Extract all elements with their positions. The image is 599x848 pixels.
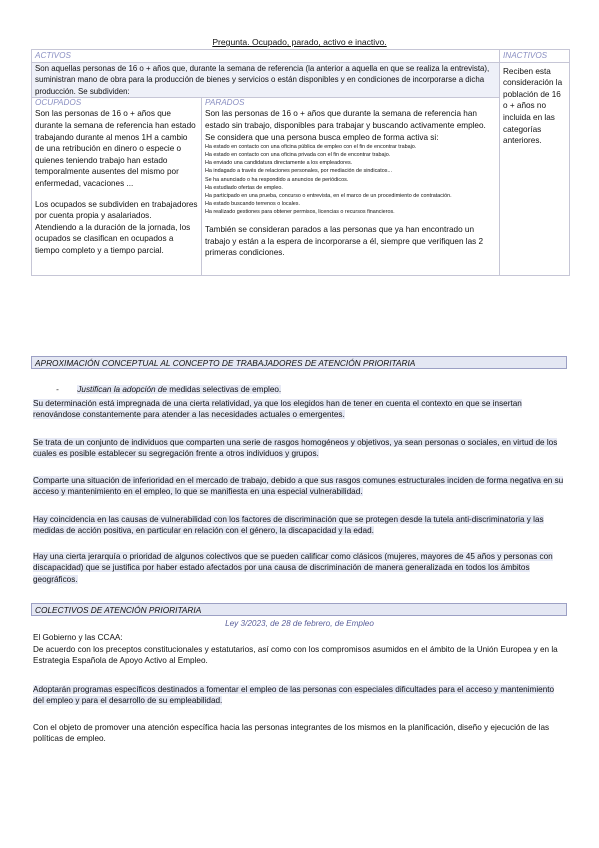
classification-table: [31, 49, 570, 276]
inactivos-header: INACTIVOS: [500, 50, 570, 63]
criteria-item: Ha estado en contacto con una oficina privada con el fin de encontrar trabajo.: [205, 152, 391, 159]
parados-also: También se consideran parados a las personas que ya han encontrado un trabajo y están a la espera de incorporarse a él, siempre que verifiquen las 2 primeras condiciones.: [205, 225, 484, 258]
section-header-colectivos: COLECTIVOS DE ATENCIÓN PRIORITARIA: [31, 603, 567, 616]
paragraph-inferioridad: Comparte una situación de inferioridad en el mercado de trabajo, debido a que sus rasgos comunes estructurales inciden de forma negativa en su acceso y mantenimiento en el empleo, lo que se manifiesta en una especial vulnerabilidad.: [33, 476, 564, 497]
criteria-item: Ha indagado a través de relaciones personales, por mediación de sindicatos...: [205, 168, 392, 175]
activos-definition: Son aquellas personas de 16 o + años que, durante la semana de referencia (la anterior a aquella en que se realiza la entrevista), suministran mano de obra para la producción de bienes y servicios o están disponibles y en condiciones de incorporarse a dicha producción. Se subdividen:: [32, 62, 500, 98]
bullet-text: Justifican la adopción de medidas selectivas de empleo.: [77, 385, 282, 394]
question-title: Pregunta. Ocupado, parado, activo e inactivo.: [212, 37, 387, 47]
parados-cell: [202, 98, 500, 275]
criteria-item: Ha realizado gestiones para obtener permisos, licencias o recursos financieros.: [205, 208, 395, 215]
activos-header: ACTIVOS: [32, 50, 500, 63]
section-header-aproximacion: APROXIMACIÓN CONCEPTUAL AL CONCEPTO DE TRABAJADORES DE ATENCIÓN PRIORITARIA: [31, 356, 567, 369]
ocupados-jornada: Atendiendo a la duración de la jornada, los ocupados se clasifican en ocupados a tiempo completo y a tiempo parcial.: [35, 222, 191, 255]
ocupados-definition: Son las personas de 16 o + años que durante la semana de referencia han estado trabajando durante al menos 1H a cambio de una retribución en dinero o especie o quienes teniendo trabajo han estado temporalmente ausentes del mismo por enfermedad, vacaciones ...: [35, 109, 196, 188]
parados-definition: Son las personas de 16 o + años que durante la semana de referencia han estado sin trabajo, disponibles para trabajar y buscando activamente empleo. Se considera que una persona busca empleo de forma activa si:: [205, 109, 486, 142]
paragraph-rasgos: Se trata de un conjunto de individuos que comparten una serie de rasgos homogéneos y objetivos, ya sean personas o sociales, en virtud de los cuales es posible establecer su segregación frente a otros individuos y grupos.: [33, 438, 558, 459]
law-reference: Ley 3/2023, de 28 de febrero, de Empleo: [225, 619, 374, 628]
parados-criteria-list: [205, 143, 496, 216]
ocupados-header: OCUPADOS: [35, 98, 82, 108]
ocupados-cell: [32, 98, 202, 275]
ocupados-subdivision: Los ocupados se subdividen en trabajadores por cuenta propia y asalariados.: [35, 199, 198, 221]
inactivos-definition: [500, 62, 570, 275]
paragraph-objeto: Con el objeto de promover una atención específica hacia las personas integrantes de los mismos en la planificación, diseño y ejecución de las políticas de empleo.: [33, 723, 550, 744]
criteria-item: Ha estado buscando terrenos o locales.: [205, 200, 300, 207]
paragraph-preceptos: De acuerdo con los preceptos constitucionales y estatutarios, así como con los compromisos asumidos en el ámbito de la Unión Europea y en la Estrategia Española de Apoyo Activo al Empleo.: [33, 645, 558, 666]
paragraph-coincidencia: Hay coincidencia en las causas de vulnerabilidad con los factores de discriminación que se protegen desde la tutela anti-discriminatoria y las medidas de acción positiva, en particular en relación con el género, la discapacidad y la edad.: [33, 515, 544, 536]
parados-header: PARADOS: [205, 98, 245, 108]
paragraph-gobierno: El Gobierno y las CCAA:: [33, 633, 123, 642]
criteria-item: Ha enviado una candidatura directamente a los empleadores.: [205, 160, 353, 167]
criteria-item: Ha estado en contacto con una oficina pública de empleo con el fin de encontrar trabajo.: [205, 144, 417, 151]
bullet-dash: -: [56, 385, 59, 394]
paragraph-jerarquia: Hay una cierta jerarquía o prioridad de algunos colectivos que se pueden calificar como clásicos (mujeres, mayores de 45 años y personas con discapacidad) que se justifica por haber estado afectados por una causa de discriminación de manera generalizada en todos los ámbitos geográficos.: [33, 552, 553, 584]
criteria-item: Ha participado en una prueba, concurso o entrevista, en el marco de un procedimiento de contratación.: [205, 192, 452, 199]
inactivos-text: Reciben esta consideración la población de 16 o + años no incluida en las categorías anteriores.: [503, 66, 563, 146]
criteria-item: Se ha anunciado o ha respondido a anuncios de periódicos.: [205, 176, 349, 183]
paragraph-programas: Adoptarán programas específicos destinados a fomentar el empleo de las personas con especiales dificultades para el acceso y mantenimiento del empleo y para el desarrollo de su empleabilidad.: [33, 685, 555, 706]
bullet-item: [56, 385, 281, 394]
criteria-item: Ha estudiado ofertas de empleo.: [205, 184, 283, 191]
paragraph-relatividad: Su determinación está impregnada de una cierta relatividad, ya que los elegidos han de tener en cuenta el contexto en que se insertan renovándose constantemente para atender a las necesidades actuales o emergentes.: [33, 399, 522, 420]
